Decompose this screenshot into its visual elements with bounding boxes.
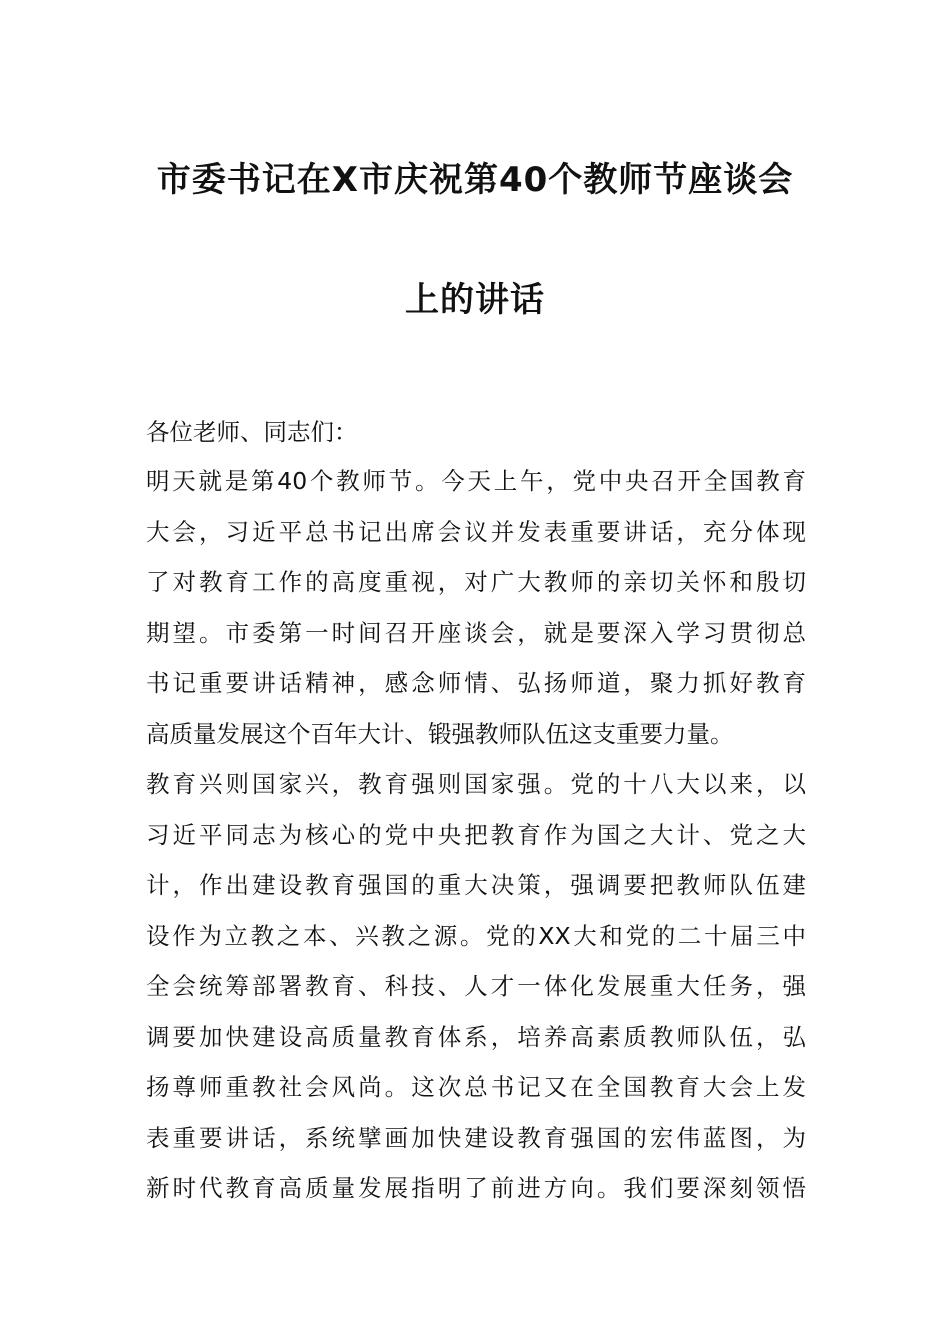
paragraph-line: 大会，习近平总书记出席会议并发表重要讲话，充分体现 [146,517,806,546]
paragraph-line: 明天就是第40个教师节。今天上午，党中央召开全国教育 [146,467,806,495]
paragraph-2 [146,759,806,1214]
document-title-line-2: 上的讲话 [405,280,545,320]
paragraph-line: 教育兴则国家兴，教育强则国家强。党的十八大以来，以 [146,770,806,798]
paragraph-line: 调要加快建设高质量教育体系，培养高素质教师队伍，弘 [146,1022,806,1051]
paragraph-line: 书记重要讲话精神，感念师情、弘扬师道，聚力抓好教育 [146,669,806,697]
paragraph-1 [146,456,806,759]
paragraph-line: 高质量发展这个百年大计、锻强教师队伍这支重要力量。 [146,719,734,748]
paragraph-line: 扬尊师重教社会风尚。这次总书记又在全国教育大会上发 [146,1073,806,1101]
paragraph-line: 期望。市委第一时间召开座谈会，就是要深入学习贯彻总 [146,618,806,647]
paragraph-line: 表重要讲话，系统擘画加快建设教育强国的宏伟蓝图，为 [146,1123,806,1152]
paragraph-line: 新时代教育高质量发展指明了前进方向。我们要深刻领悟 [146,1174,806,1202]
paragraph-line: 习近平同志为核心的党中央把教育作为国之大计、党之大 [146,820,806,849]
paragraph-line: 了对教育工作的高度重视，对广大教师的亲切关怀和殷切 [146,568,806,596]
paragraph-line: 设作为立教之本、兴教之源。党的XX大和党的二十届三中 [146,921,806,950]
paragraph-line: 全会统筹部署教育、科技、人才一体化发展重大任务，强 [146,972,806,1000]
document-title-line-1: 市委书记在X市庆祝第40个教师节座谈会 [156,160,794,200]
salutation: 各位老师、同志们： [146,418,358,446]
paragraph-line: 计，作出建设教育强国的重大决策，强调要把教师队伍建 [146,871,806,899]
